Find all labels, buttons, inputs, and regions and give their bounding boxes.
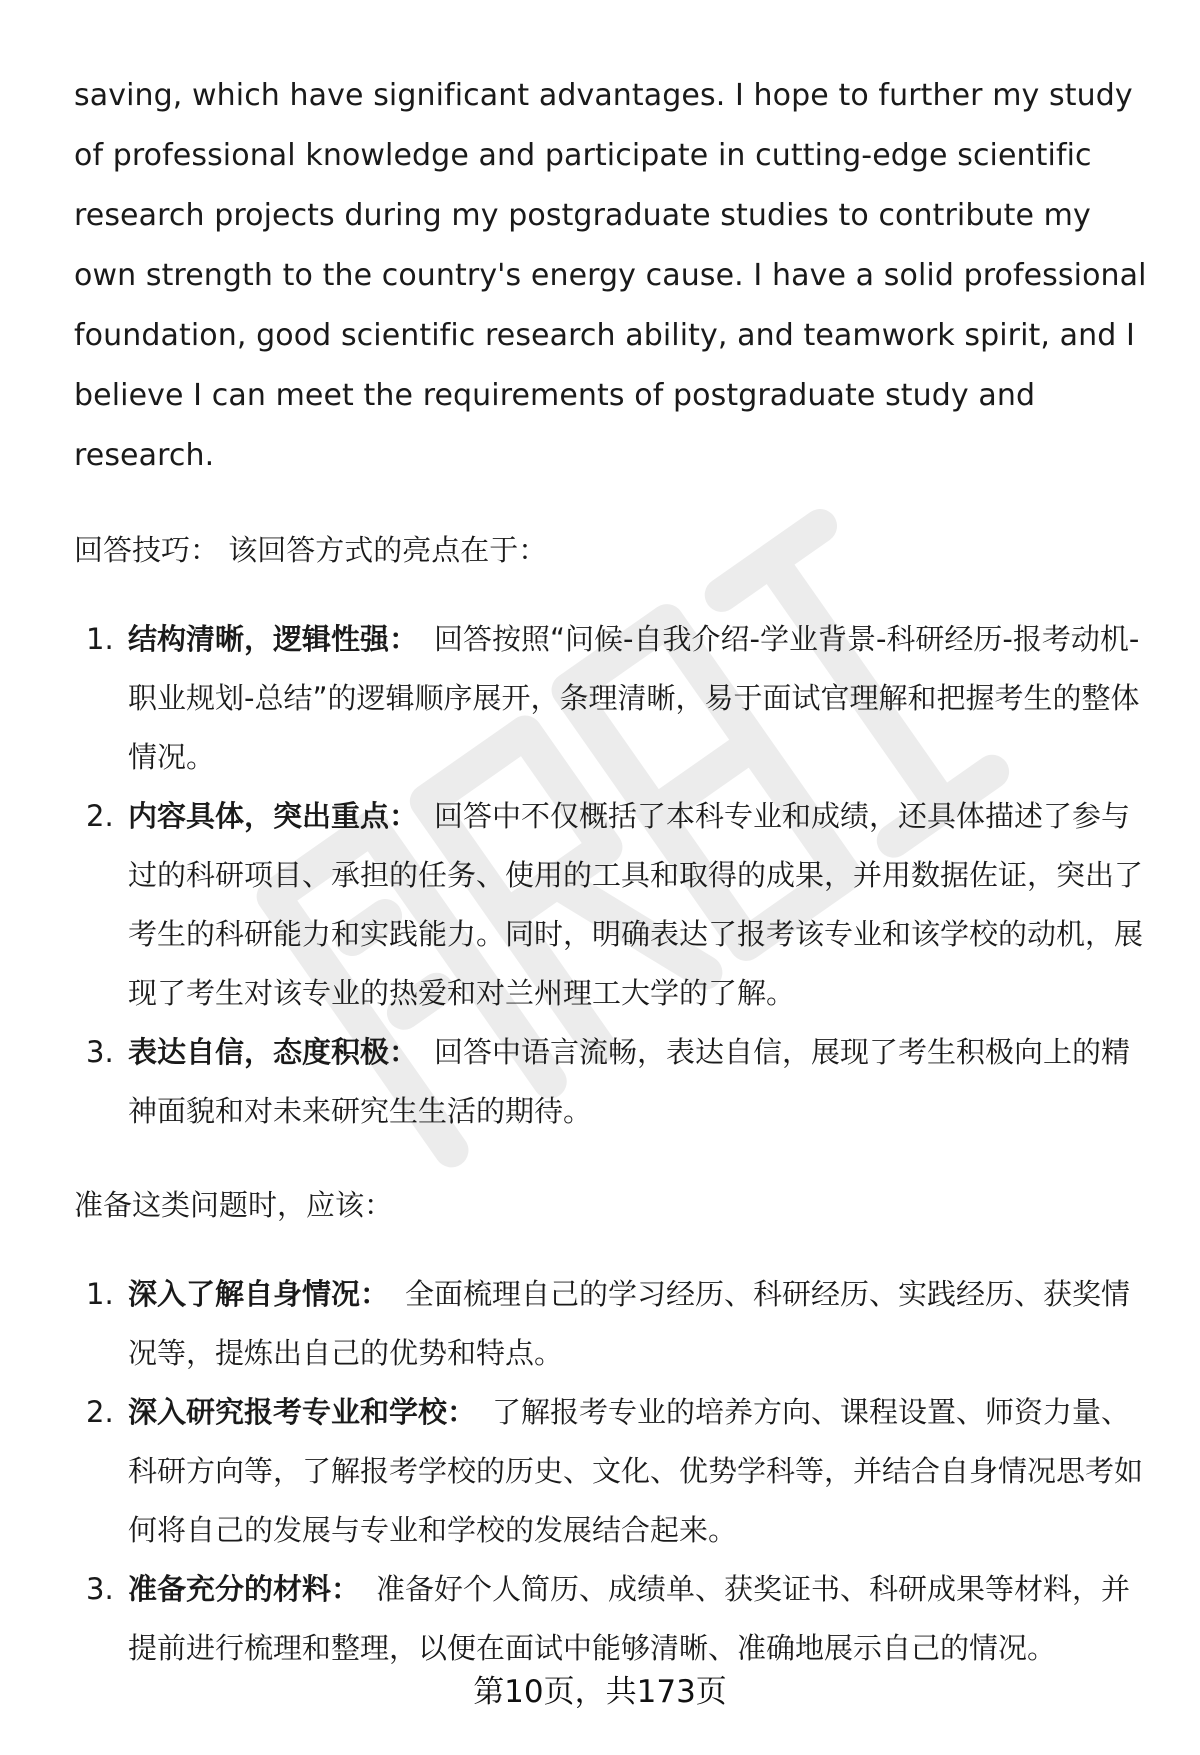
item-body: 准备好个人简历、成绩单、获奖证书、科研成果等材料，并提前进行梳理和整理，以便在面试中能够清晰、准确地展示自己的情况。 [128,1572,1131,1665]
item-body: 回答按照“问候-自我介绍-学业背景-科研经历-报考动机-职业规划-总结”的逻辑顺序展开，条理清晰，易于面试官理解和把握考生的整体情况。 [128,622,1140,774]
item-number: 2. [86,1395,114,1429]
item-heading: 准备充分的材料： [128,1572,361,1606]
list-item [74,787,1154,1023]
page-number-footer: 第10页，共173页 [473,1674,727,1710]
item-heading: 内容具体，突出重点： [128,799,419,833]
list-item [74,1265,1154,1383]
prep-label: 准备这类问题时，应该： [74,1188,394,1222]
item-heading: 结构清晰，逻辑性强： [128,622,419,656]
item-heading: 深入研究报考专业和学校： [128,1395,477,1429]
item-body: 了解报考专业的培养方向、课程设置、师资力量、科研方向等，了解报考学校的历史、文化、优势学科等，并结合自身情况思考如何将自己的发展与专业和学校的发展结合起来。 [128,1395,1144,1547]
item-number: 2. [86,799,114,833]
list-item [74,1383,1154,1560]
item-number: 1. [86,1277,114,1311]
item-heading: 深入了解自身情况： [128,1277,390,1311]
item-body: 回答中不仅概括了本科专业和成绩，还具体描述了参与过的科研项目、承担的任务、使用的工具和取得的成果，并用数据佐证，突出了考生的科研能力和实践能力。同时，明确表达了报考该专业和该学校的动机，展现了考生对该专业的热爱和对兰州理工大学的了解。 [128,799,1144,1010]
item-body: 回答中语言流畅，表达自信，展现了考生积极向上的精神面貌和对未来研究生生活的期待。 [128,1035,1131,1128]
list-item [74,1023,1154,1141]
tips-label: 回答技巧： 该回答方式的亮点在于： [74,533,548,567]
item-number: 3. [86,1572,114,1606]
item-body: 全面梳理自己的学习经历、科研经历、实践经历、获奖情况等，提炼出自己的优势和特点。 [128,1277,1131,1370]
intro-paragraph: saving, which have significant advantages. I hope to further my study of professional knowledge and participate in cutting-edge scientific research projects during my postgraduate studies to contribute my own strength to the country's energy cause. I have a solid professional foundation, good scientific research ability, and teamwork spirit, and I believe I can meet the requirements of postgraduate study and research. [74,78,1147,473]
document-page [74,66,1154,1678]
list-item [74,1560,1154,1678]
tips-list [74,610,1154,1141]
item-number: 3. [86,1035,114,1069]
list-item [74,610,1154,787]
item-heading: 表达自信，态度积极： [128,1035,419,1069]
prep-list [74,1265,1154,1678]
item-number: 1. [86,622,114,656]
